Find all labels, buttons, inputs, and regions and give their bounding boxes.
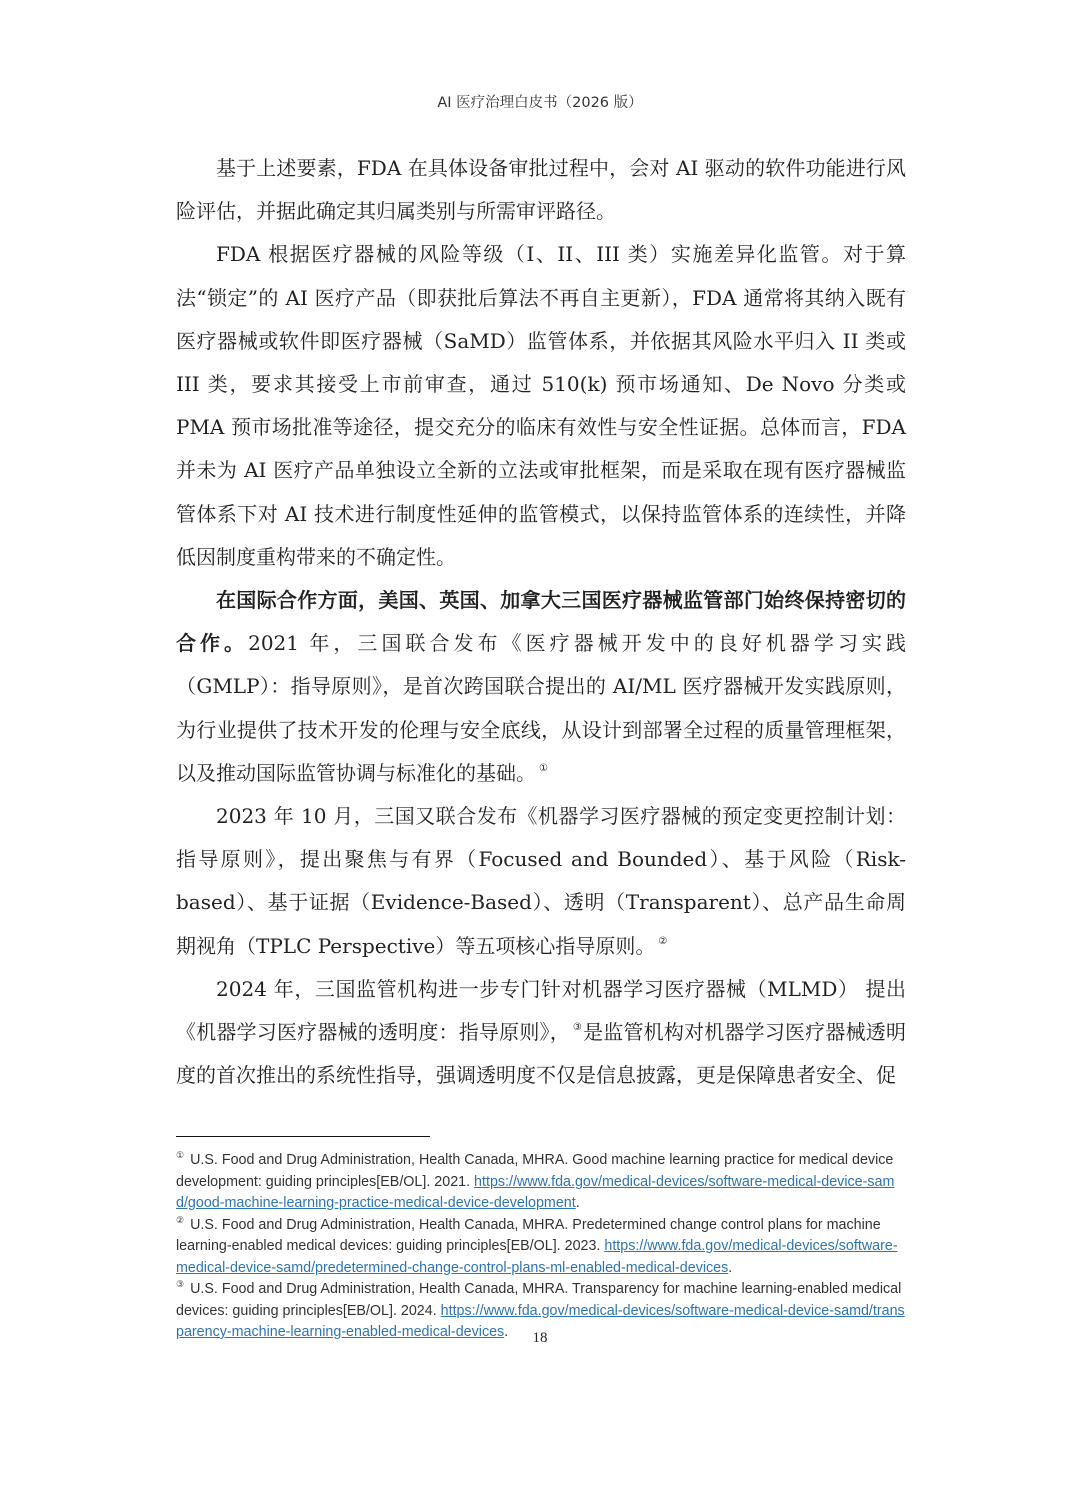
- footnote-link[interactable]: https://www.fda.gov/medical-devices/software-medical-device-samd/transparency-machine-learning-enabled-medical-devices: [176, 1302, 905, 1340]
- running-header: AI 医疗治理白皮书（2026 版）: [437, 95, 643, 111]
- body-text: [176, 147, 906, 1097]
- paragraph-2: [176, 233, 906, 579]
- paragraph-text-continued: 是监管机构对机器学习医疗器械透明度的首次推出的系统性指导，强调透明度不仅是信息披露，更是保障患者安全、促: [176, 1020, 907, 1088]
- footnote-ref-1[interactable]: ①: [539, 762, 548, 774]
- footnote-end: .: [504, 1324, 509, 1340]
- footnote-mark: ③: [176, 1279, 185, 1289]
- footnote-link[interactable]: https://www.fda.gov/medical-devices/software-medical-device-samd/good-machine-learning-practice-medical-device-development: [176, 1173, 895, 1211]
- footnote-end: .: [728, 1259, 733, 1276]
- footnote-mark: ②: [176, 1214, 185, 1225]
- footnotes: [176, 1150, 906, 1344]
- paragraph-text: 基于上述要素，FDA 在具体设备审批过程中，会对 AI 驱动的软件功能进行风险评估，并据此确定其归属类别与所需审评路径。: [176, 156, 906, 224]
- paragraph-text: 2021 年，三国联合发布《医疗器械开发中的良好机器学习实践（GMLP）：指导原则》，是首次跨国联合提出的 AI/ML 医疗器械开发实践原则，为行业提供了技术开发的伦理与安全底线，从设计到部署全过程的质量管理框架，以及推动国际监管协调与标准化的基础。: [176, 631, 907, 785]
- paragraph-text: 2023 年 10 月，三国又联合发布《机器学习医疗器械的预定变更控制计划：指导原则》，提出聚焦与有界（Focused and Bounded）、基于风险（Risk-based）、基于证据（Evidence-Based）、透明（Transparent）、总产品生命周期视角（TPLC Perspective）等五项核心指导原则。: [176, 804, 906, 958]
- footnote-text: U.S. Food and Drug Administration, Health Canada, MHRA. Predetermined change control plans for machine learning-enabled medical devices: guiding principles[EB/OL]. 2023.: [176, 1216, 881, 1254]
- footnote-link[interactable]: https://www.fda.gov/medical-devices/software-medical-device-samd/predetermined-change-control-plans-ml-enabled-medical-devices: [176, 1238, 898, 1276]
- paragraph-text: FDA 根据医疗器械的风险等级（I、II、III 类）实施差异化监管。对于算法“锁定”的 AI 医疗产品（即获批后算法不再自主更新），FDA 通常将其纳入既有医疗器械或软件即医疗器械（SaMD）监管体系，并依据其风险水平归入 II 类或 III 类，要求其接受上市前审查，通过 510(k) 预市场通知、De Novo 分类或 PMA 预市场批准等途径，提交充分的临床有效性与安全性证据。总体而言，FDA 并未为 AI 医疗产品单独设立全新的立法或审批框架，而是采取在现有医疗器械监管体系下对 AI 技术进行制度性延伸的监管模式，以保持监管体系的连续性，并降低因制度重构带来的不确定性。: [176, 242, 906, 569]
- footnote-text: U.S. Food and Drug Administration, Health Canada, MHRA. Transparency for machine learning-enabled medical devices: guiding principles[EB/OL]. 2024.: [176, 1281, 902, 1319]
- footnote-mark: ①: [176, 1150, 185, 1160]
- footnote-2: [176, 1215, 906, 1280]
- page-number: 18: [532, 1330, 548, 1346]
- paragraph-1: [176, 147, 906, 233]
- footnote-ref-2[interactable]: ②: [658, 935, 668, 947]
- bold-lead-sentence: 在国际合作方面，美国、英国、加拿大三国医疗器械监管部门始终保持密切的合作。: [176, 588, 906, 656]
- footnote-ref-3[interactable]: ③: [572, 1022, 583, 1034]
- paragraph-3: [176, 579, 906, 795]
- footnote-end: .: [575, 1195, 580, 1211]
- paragraph-4: [176, 795, 906, 968]
- footnote-separator: [176, 1136, 430, 1137]
- footnote-text: U.S. Food and Drug Administration, Health Canada, MHRA. Good machine learning practice for medical device development: guiding principles[EB/OL]. 2021.: [176, 1152, 894, 1190]
- paragraph-text: 2024 年，三国监管机构进一步专门针对机器学习医疗器械（MLMD） 提出《机器学习医疗器械的透明度：指导原则》，: [176, 976, 906, 1045]
- paragraph-5: [176, 968, 906, 1098]
- footnote-1: [176, 1150, 906, 1215]
